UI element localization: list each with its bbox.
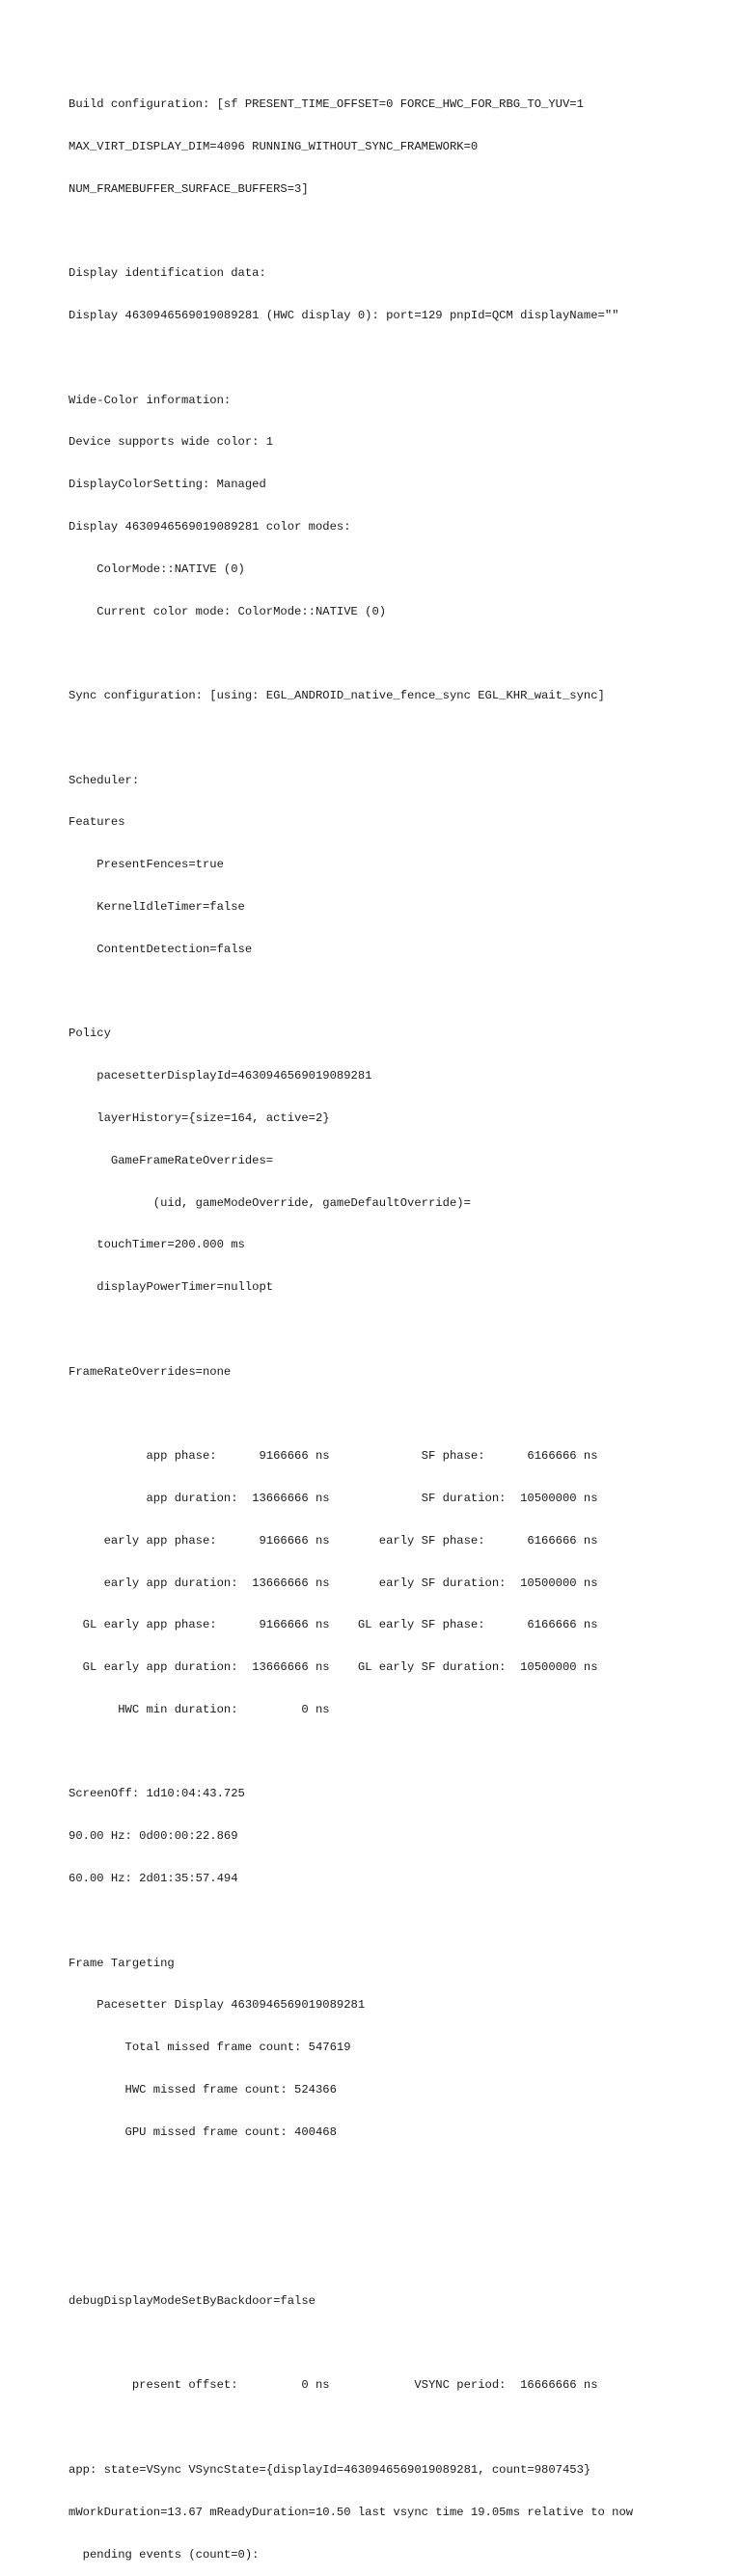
feature-kernel-idle-timer: KernelIdleTimer=false bbox=[69, 900, 245, 915]
present-offset-vsync-period-row: present offset: 0 ns VSYNC period: 16666666 ns bbox=[69, 2378, 598, 2393]
blank-line bbox=[69, 351, 734, 366]
blank-line bbox=[69, 2167, 734, 2181]
vsync-gl-early-phase-row: GL early app phase: 9166666 ns GL early SF phase: 6166666 ns bbox=[69, 1618, 598, 1632]
current-color-mode-line: Current color mode: ColorMode::NATIVE (0) bbox=[69, 604, 387, 618]
surfaceflinger-dump-text bbox=[69, 69, 734, 2576]
vsync-gl-early-duration-row: GL early app duration: 13666666 ns GL early SF duration: 10500000 ns bbox=[69, 1660, 598, 1675]
policy-display-power-timer: displayPowerTimer=nullopt bbox=[69, 1280, 274, 1295]
color-mode-native-line: ColorMode::NATIVE (0) bbox=[69, 562, 245, 576]
pacesetter-display-line: Pacesetter Display 4630946569019089281 bbox=[69, 1998, 366, 2013]
feature-present-fences: PresentFences=true bbox=[69, 858, 224, 872]
blank-line bbox=[69, 1745, 734, 1760]
blank-line bbox=[69, 1407, 734, 1421]
blank-line bbox=[69, 2337, 734, 2351]
work-duration-line: mWorkDuration=13.67 mReadyDuration=10.50 last vsync time 19.05ms relative to now bbox=[69, 2505, 634, 2519]
blank-line bbox=[69, 1323, 734, 1337]
policy-touch-timer: touchTimer=200.000 ms bbox=[69, 1238, 245, 1252]
wide-color-support-line: Device supports wide color: 1 bbox=[69, 435, 274, 450]
blank-line bbox=[69, 2421, 734, 2435]
blank-line bbox=[69, 731, 734, 746]
policy-game-override-columns: (uid, gameModeOverride, gameDefaultOverride)= bbox=[69, 1195, 471, 1210]
blank-line bbox=[69, 225, 734, 239]
vsync-early-duration-row: early app duration: 13666666 ns early SF duration: 10500000 ns bbox=[69, 1576, 598, 1590]
features-heading: Features bbox=[69, 815, 125, 830]
frame-targeting-heading: Frame Targeting bbox=[69, 1956, 175, 1970]
policy-pacesetter-display-id: pacesetterDisplayId=4630946569019089281 bbox=[69, 1069, 372, 1083]
scheduler-heading: Scheduler: bbox=[69, 773, 140, 787]
refresh-60hz-time: 60.00 Hz: 2d01:35:57.494 bbox=[69, 1872, 238, 1885]
blank-line bbox=[69, 2252, 734, 2266]
vsync-early-phase-row: early app phase: 9166666 ns early SF phase: 6166666 ns bbox=[69, 1533, 598, 1548]
build-config-line-2: MAX_VIRT_DISPLAY_DIM=4096 RUNNING_WITHOUT_SYNC_FRAMEWORK=0 bbox=[69, 139, 479, 153]
wide-color-heading: Wide-Color information: bbox=[69, 393, 232, 407]
vsync-duration-row: app duration: 13666666 ns SF duration: 10500000 ns bbox=[69, 1491, 598, 1505]
refresh-90hz-time: 90.00 Hz: 0d00:00:22.869 bbox=[69, 1829, 238, 1844]
policy-game-frame-rate-overrides: GameFrameRateOverrides= bbox=[69, 1153, 274, 1167]
pending-events-line: pending events (count=0): bbox=[69, 2547, 260, 2562]
blank-line bbox=[69, 646, 734, 661]
hwc-missed-frame-count: HWC missed frame count: 524366 bbox=[69, 2082, 337, 2096]
build-config-line-1: Build configuration: [sf PRESENT_TIME_OFFSET=0 FORCE_HWC_FOR_RBG_TO_YUV=1 bbox=[69, 97, 584, 112]
blank-line bbox=[69, 985, 734, 1000]
frame-rate-overrides-line: FrameRateOverrides=none bbox=[69, 1364, 232, 1379]
build-config-line-3: NUM_FRAMEBUFFER_SURFACE_BUFFERS=3] bbox=[69, 181, 309, 196]
policy-heading: Policy bbox=[69, 1027, 111, 1041]
color-modes-heading: Display 4630946569019089281 color modes: bbox=[69, 520, 351, 534]
vsync-phase-row: app phase: 9166666 ns SF phase: 6166666 ns bbox=[69, 1449, 598, 1464]
sync-configuration-line: Sync configuration: [using: EGL_ANDROID_native_fence_sync EGL_KHR_wait_sync] bbox=[69, 689, 605, 703]
gpu-missed-frame-count: GPU missed frame count: 400468 bbox=[69, 2124, 337, 2139]
display-color-setting-line: DisplayColorSetting: Managed bbox=[69, 478, 266, 492]
display-identification-heading: Display identification data: bbox=[69, 266, 266, 281]
policy-layer-history: layerHistory={size=164, active=2} bbox=[69, 1110, 330, 1125]
blank-line bbox=[69, 1914, 734, 1929]
feature-content-detection: ContentDetection=false bbox=[69, 942, 253, 956]
hwc-min-duration-row: HWC min duration: 0 ns bbox=[69, 1702, 330, 1716]
debug-display-mode-line: debugDisplayModeSetByBackdoor=false bbox=[69, 2293, 316, 2308]
total-missed-frame-count: Total missed frame count: 547619 bbox=[69, 2041, 351, 2055]
blank-line bbox=[69, 2209, 734, 2224]
screen-off-time: ScreenOff: 1d10:04:43.725 bbox=[69, 1787, 245, 1801]
app-vsync-state-line: app: state=VSync VSyncState={displayId=4630946569019089281, count=9807453} bbox=[69, 2462, 591, 2477]
display-identification-line: Display 4630946569019089281 (HWC display 0): port=129 pnpId=QCM displayName="" bbox=[69, 309, 619, 323]
